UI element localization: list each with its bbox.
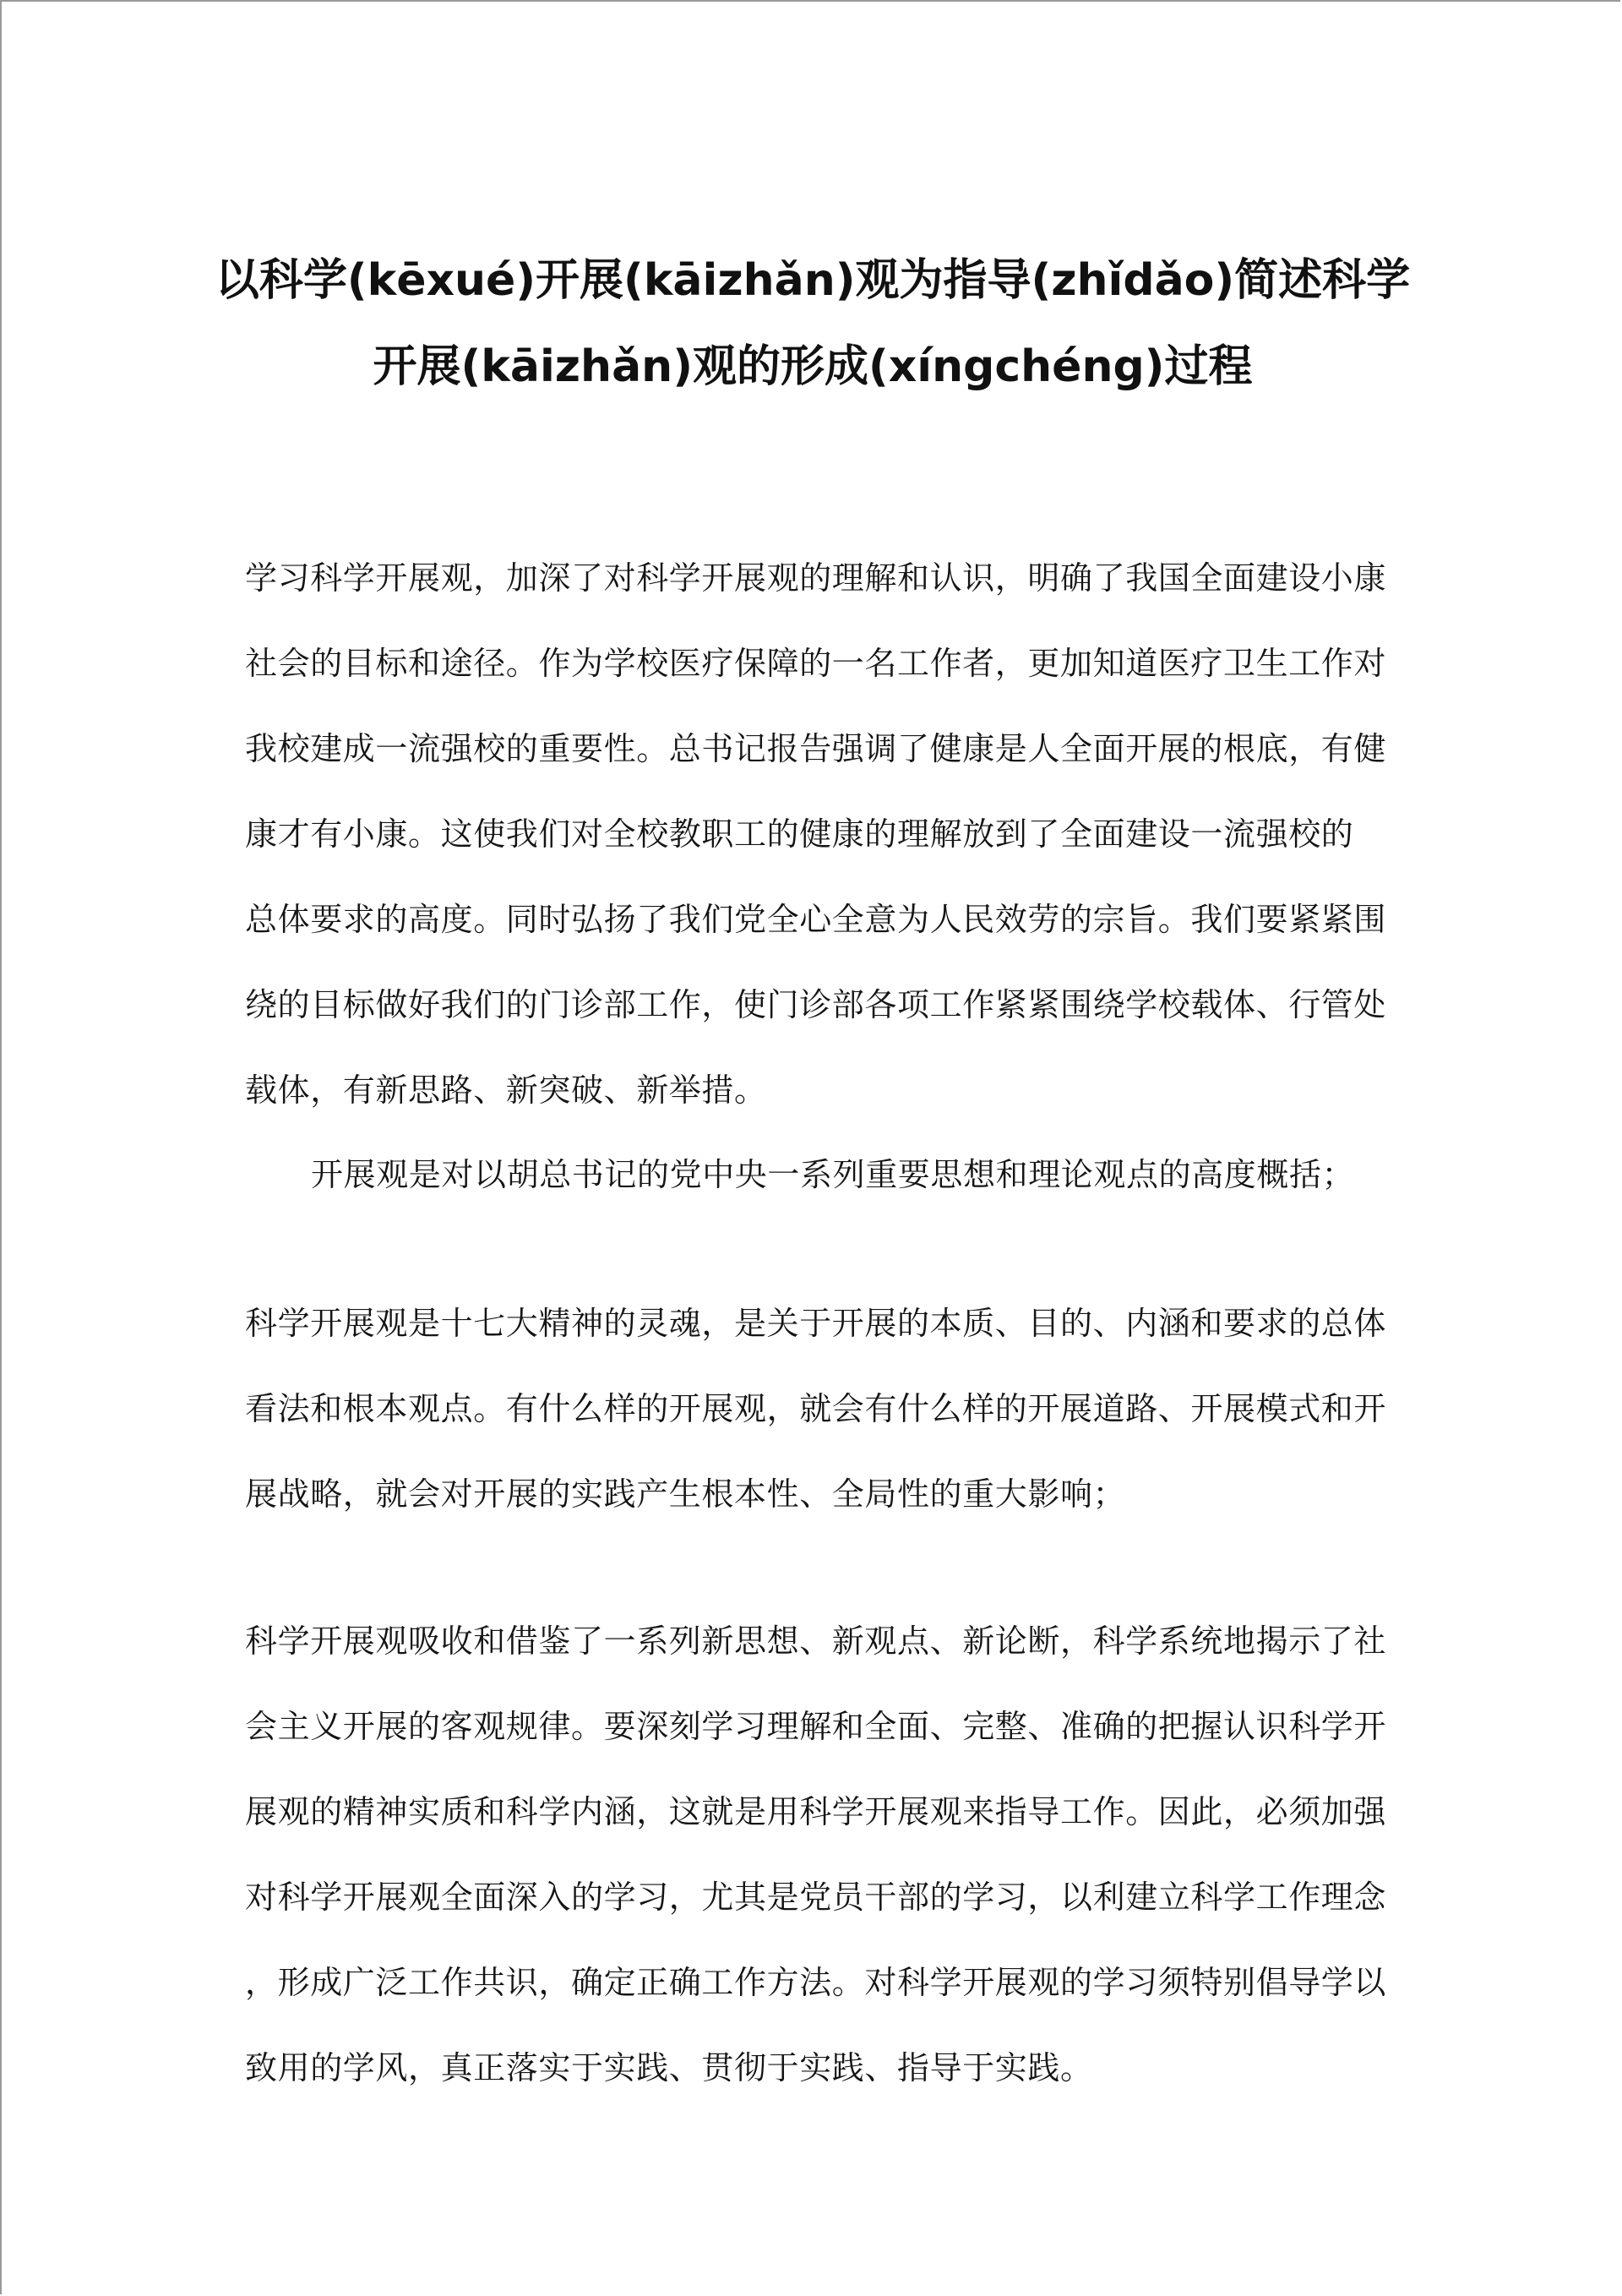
paragraph-line: 科学开展观是十七大精神的灵魂，是关于开展的本质、目的、内涵和要求的总体 [245,1305,1387,1342]
paragraph-line: 展战略，就会对开展的实践产生根本性、全局性的重大影响； [245,1475,1126,1513]
paragraph-summary [245,1132,1374,1218]
paragraph-line: 科学开展观吸收和借鉴了一系列新思想、新观点、新论断，科学系统地揭示了社 [245,1622,1387,1660]
paragraph-line: 学习科学开展观，加深了对科学开展观的理解和认识，明确了我国全面建设小康 [245,559,1387,597]
paragraph-line: 总体要求的高度。同时弘扬了我们党全心全意为人民效劳的宗旨。我们要紧紧围 [245,901,1387,938]
paragraph-study-outlook [245,536,1387,1133]
paragraph-line: 开展观是对以胡总书记的党中央一系列重要思想和理论观点的高度概括； [311,1156,1355,1193]
paragraph-line: 绕的目标做好我们的门诊部工作，使门诊部各项工作紧紧围绕学校载体、行管处 [245,986,1387,1023]
document-title-line-2: 开展(kāizhǎn)观的形成(xíngchéng)过程 [373,341,1253,392]
paragraph-line: 会主义开展的客观规律。要深刻学习理解和全面、完整、准确的把握认识科学开 [245,1708,1387,1745]
paragraph-line: 载体，有新思路、新突破、新举措。 [245,1072,767,1109]
document-title-line-1: 以科学(kēxué)开展(kāizhǎn)观为指导(zhǐdǎo)简述科学 [215,255,1411,306]
paragraph-line: 对科学开展观全面深入的学习，尤其是党员干部的学习，以利建立科学工作理念 [245,1879,1387,1916]
paragraph-guiding-work [245,1599,1387,2111]
paragraph-line: 我校建成一流强校的重要性。总书记报告强调了健康是人全面开展的根底，有健 [245,730,1387,767]
paragraph-line: 看法和根本观点。有什么样的开展观，就会有什么样的开展道路、开展模式和开 [245,1390,1387,1427]
paragraph-soul-of-congress [245,1281,1387,1537]
paragraph-line: 康才有小康。这使我们对全校教职工的健康的理解放到了全面建设一流强校的 [245,815,1354,853]
paragraph-line: 展观的精神实质和科学内涵，这就是用科学开展观来指导工作。因此，必须加强 [245,1793,1387,1830]
paragraph-line: ，形成广泛工作共识，确定正确工作方法。对科学开展观的学习须特别倡导学以 [245,1964,1387,2001]
paragraph-line: 社会的目标和途径。作为学校医疗保障的一名工作者，更加知道医疗卫生工作对 [245,645,1387,682]
paragraph-line: 致用的学风，真正落实于实践、贯彻于实践、指导于实践。 [245,2049,1093,2086]
